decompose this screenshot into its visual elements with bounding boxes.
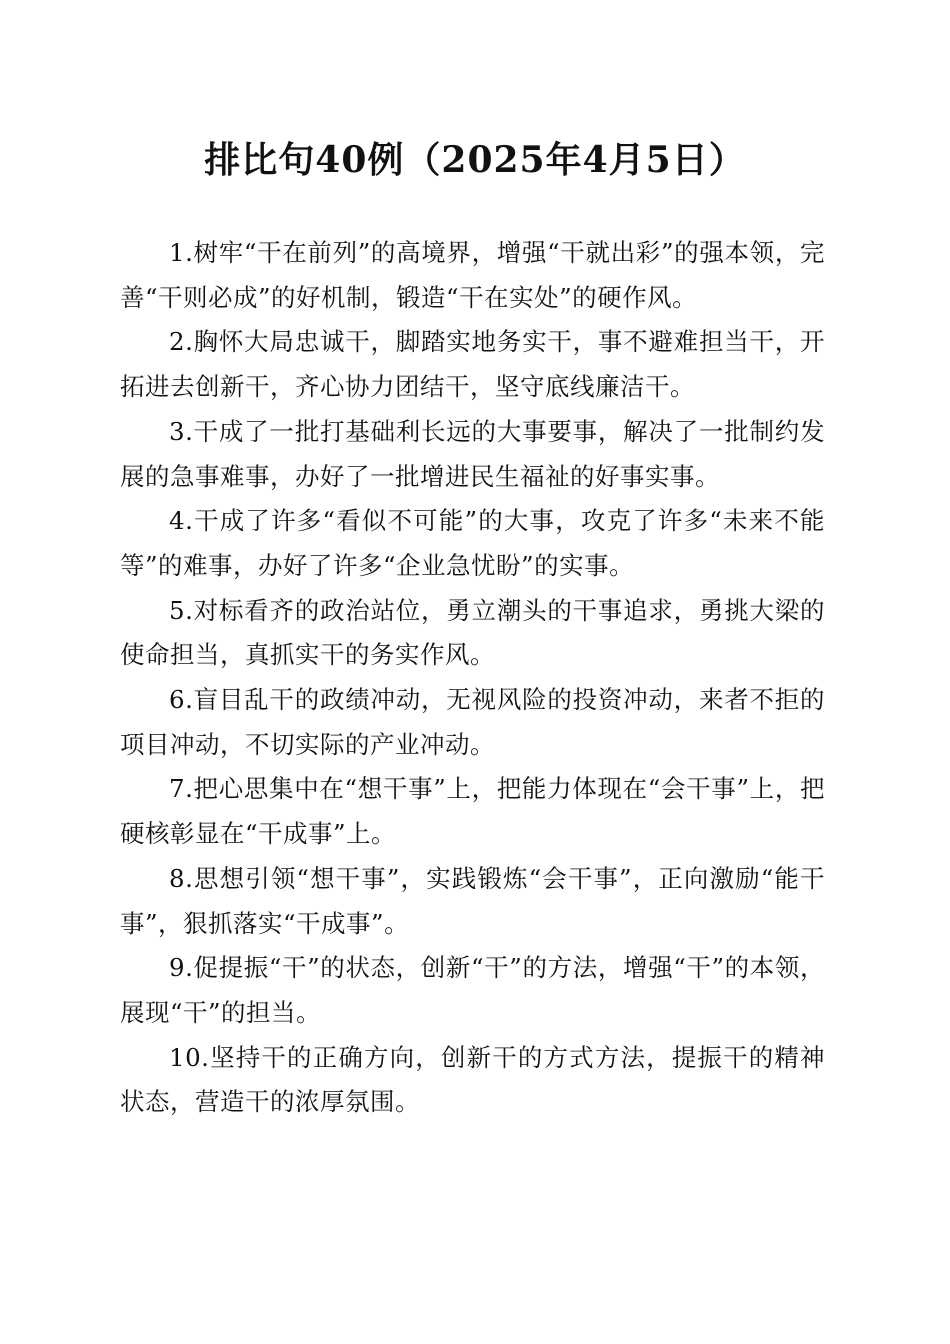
paragraph-9: 9.促提振“干”的状态，创新“干”的方法，增强“干”的本领，展现“干”的担当。 <box>120 953 825 1027</box>
paragraph-7: 7.把心思集中在“想干事”上，把能力体现在“会干事”上，把硬核彰显在“干成事”上。 <box>120 774 825 849</box>
document-body <box>120 231 825 1125</box>
paragraph-1: 1.树牢“干在前列”的高境界，增强“干就出彩”的强本领，完善“干则必成”的好机制，锻造“干在实处”的硬作风。 <box>120 238 825 312</box>
page-title: 排比句40例（2025年4月5日） <box>204 139 746 181</box>
paragraph-10: 10.坚持干的正确方向，创新干的方式方法，提振干的精神状态，营造干的浓厚氛围。 <box>120 1042 825 1117</box>
paragraph-6: 6.盲目乱干的政绩冲动，无视风险的投资冲动，来者不拒的项目冲动，不切实际的产业冲动。 <box>120 685 825 759</box>
paragraph-8: 8.思想引领“想干事”，实践锻炼“会干事”，正向激励“能干事”，狠抓落实“干成事”。 <box>120 863 825 938</box>
paragraph-4: 4.干成了许多“看似不可能”的大事，攻克了许多“未来不能等”的难事，办好了许多“企业急忧盼”的实事。 <box>120 506 825 580</box>
paragraph-3: 3.干成了一批打基础利长远的大事要事，解决了一批制约发展的急事难事，办好了一批增进民生福祉的好事实事。 <box>120 416 825 491</box>
paragraph-5: 5.对标看齐的政治站位，勇立潮头的干事追求，勇挑大梁的使命担当，真抓实干的务实作风。 <box>120 595 825 670</box>
paragraph-2: 2.胸怀大局忠诚干，脚踏实地务实干，事不避难担当干，开拓进去创新干，齐心协力团结干，坚守底线廉洁干。 <box>120 327 825 402</box>
